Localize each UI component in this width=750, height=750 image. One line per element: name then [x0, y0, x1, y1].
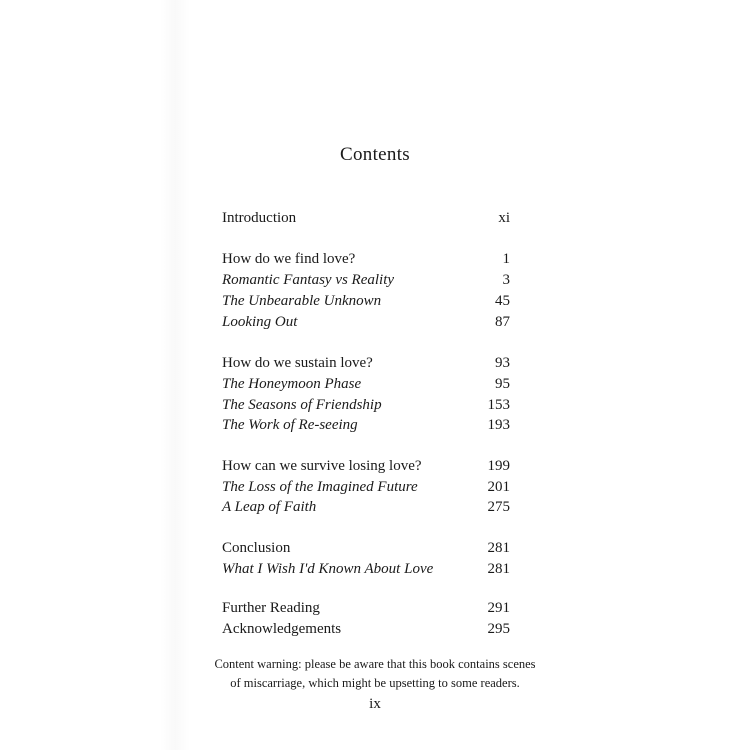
toc-entry-page: 93 — [495, 355, 510, 371]
toc-entry-label: The Seasons of Friendship — [222, 397, 382, 413]
content-warning-line: of miscarriage, which might be upsetting to some readers. — [230, 676, 520, 690]
toc-entry-page: 87 — [495, 314, 510, 330]
toc-entry — [222, 477, 510, 497]
toc-entry — [222, 353, 510, 373]
toc-entry — [222, 395, 510, 415]
toc-entry-page: 275 — [487, 499, 510, 515]
toc-entry — [222, 270, 510, 290]
toc-entry — [222, 456, 510, 476]
toc-entry-page: 295 — [487, 621, 510, 637]
toc-entry — [222, 291, 510, 311]
page-number: ix — [369, 696, 381, 712]
toc-entry-label: The Honeymoon Phase — [222, 376, 362, 392]
toc-entry — [222, 497, 510, 517]
toc-entry-label: How can we survive losing love? — [222, 458, 422, 474]
toc-entry-page: 45 — [495, 293, 510, 309]
toc-entry — [222, 208, 510, 228]
page-gutter-shade — [160, 0, 190, 750]
toc-entry-label: Acknowledgements — [222, 621, 342, 637]
toc-entry-page: 291 — [487, 600, 510, 616]
toc-entry-label: Further Reading — [222, 600, 320, 616]
toc-entry-label: How do we find love? — [222, 251, 356, 267]
toc-entry-page: 3 — [502, 272, 510, 288]
toc-entry-label: How do we sustain love? — [222, 355, 373, 371]
toc-entry-label: Introduction — [222, 210, 297, 226]
toc-entry — [222, 312, 510, 332]
toc-entry-page: 199 — [487, 458, 510, 474]
toc-entry-page: 201 — [487, 479, 510, 495]
toc-entry-page: 1 — [502, 251, 510, 267]
toc-entry-label: The Unbearable Unknown — [222, 293, 382, 309]
toc-entry-label: Romantic Fantasy vs Reality — [222, 272, 395, 288]
toc-entry-page: 95 — [495, 376, 510, 392]
page-title: Contents — [340, 144, 410, 165]
content-warning — [0, 655, 750, 693]
toc-entry-label: A Leap of Faith — [222, 499, 317, 515]
toc-entry-page: 281 — [487, 540, 510, 556]
toc-entry — [222, 598, 510, 618]
toc-entry-label: What I Wish I'd Known About Love — [222, 561, 434, 577]
toc-entry-label: Looking Out — [222, 314, 298, 330]
toc-entry — [222, 415, 510, 435]
toc-entry — [222, 374, 510, 394]
toc-entry-label: Conclusion — [222, 540, 291, 556]
toc-entry — [222, 619, 510, 639]
toc-entry-page: 281 — [487, 561, 510, 577]
toc-entry — [222, 559, 510, 579]
toc-entry-label: The Loss of the Imagined Future — [222, 479, 418, 495]
toc-entry-page: 153 — [487, 397, 510, 413]
toc-entry-label: The Work of Re-seeing — [222, 417, 358, 433]
toc-entry — [222, 249, 510, 269]
toc-entry-page: 193 — [487, 417, 510, 433]
content-warning-line: Content warning: please be aware that this book contains scenes — [214, 657, 536, 671]
toc-entry-page: xi — [498, 210, 510, 226]
toc-entry — [222, 538, 510, 558]
